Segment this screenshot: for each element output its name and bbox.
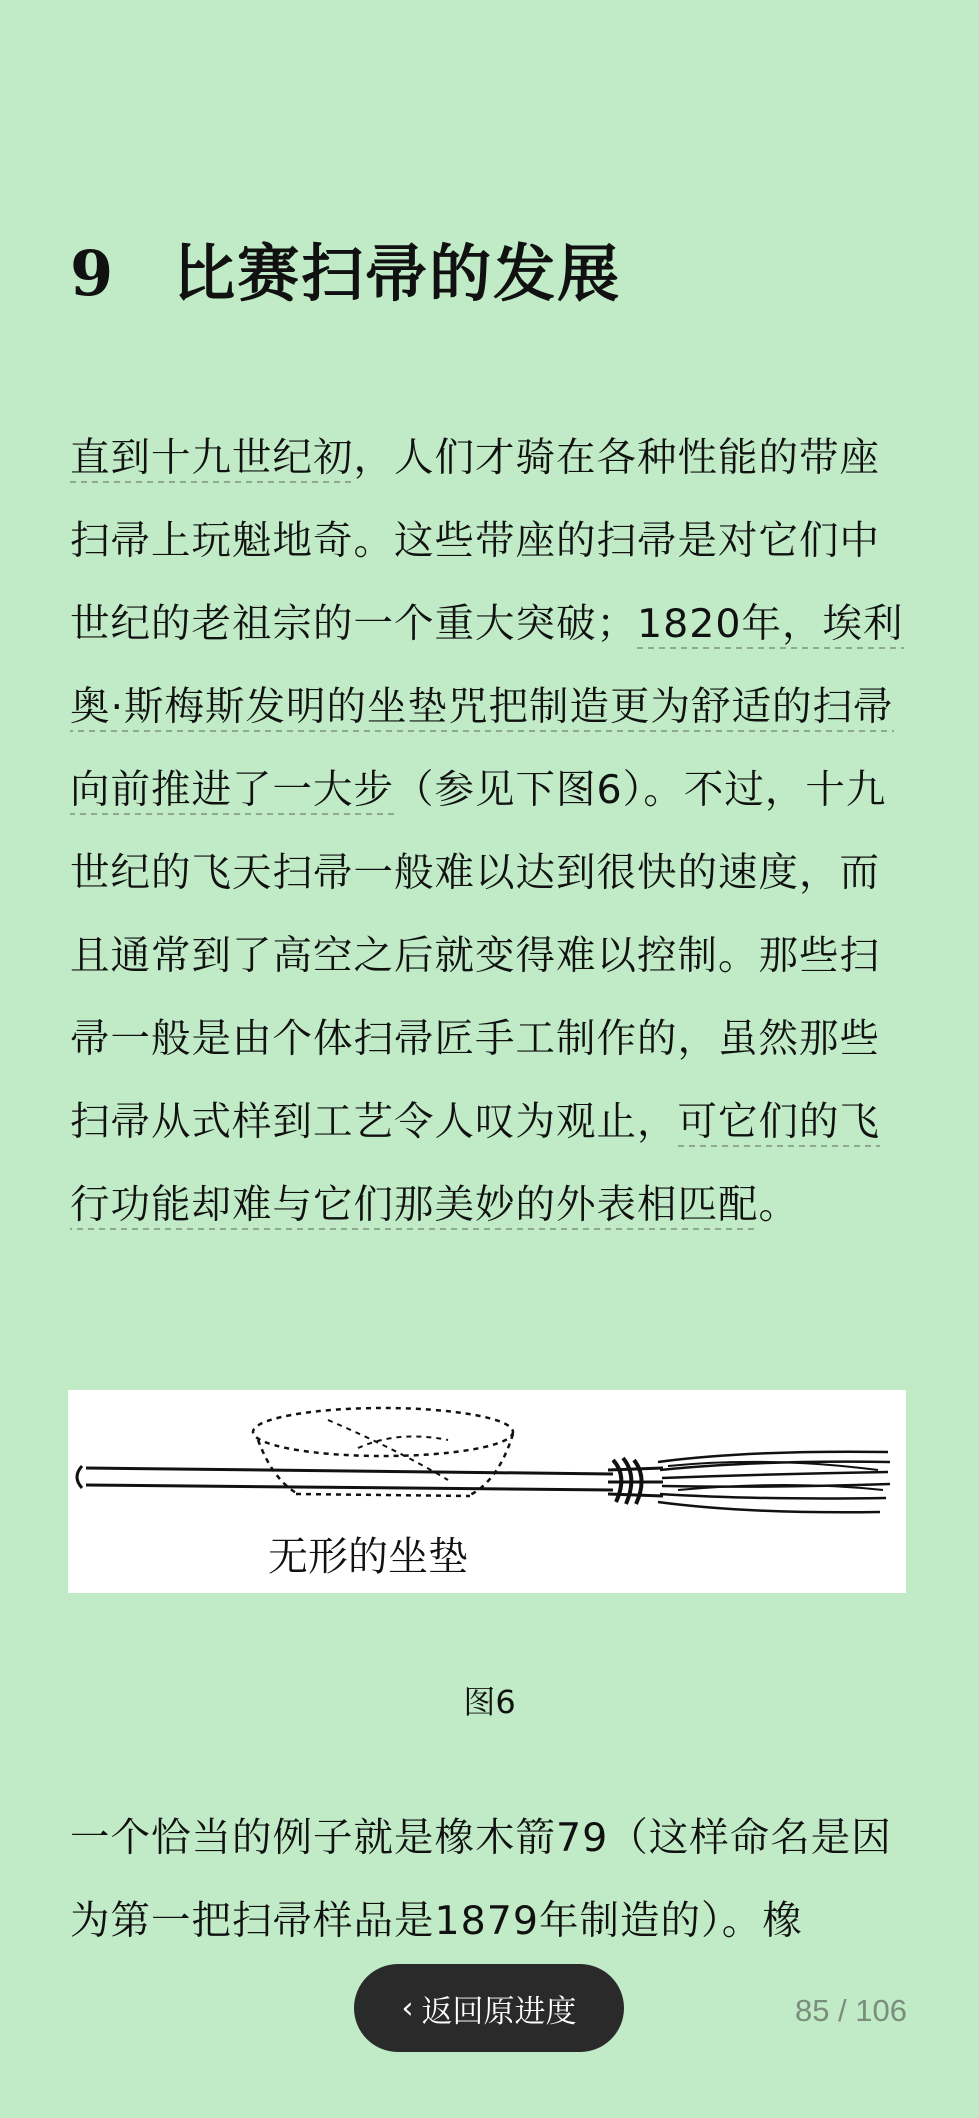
- body-paragraph: [70, 417, 906, 1247]
- chapter-title: [70, 237, 622, 310]
- figure-caption: 图6: [463, 1683, 516, 1721]
- return-to-progress-button[interactable]: [354, 1964, 624, 2052]
- return-button-label: 返回原进度: [421, 1993, 577, 2030]
- page-counter: 85 / 106: [794, 1993, 907, 2028]
- chapter-number: 9: [70, 237, 116, 310]
- highlighted-text[interactable]: 可它们的飞行功能却难与它们那美妙的外表相匹配: [70, 1099, 880, 1228]
- highlighted-text[interactable]: 1820年，埃利奥·斯梅斯发明的坐垫咒把制造更为舒适的扫帚向前推进了一大步: [70, 601, 904, 813]
- broom-illustration[interactable]: [68, 1390, 906, 1593]
- chapter-title-text: 比赛扫帚的发展: [173, 237, 622, 310]
- highlighted-text[interactable]: 直到十九世纪初: [70, 435, 354, 481]
- figure-image-label: 无形的坐垫: [268, 1534, 468, 1580]
- paragraph-text: 。: [758, 1182, 799, 1228]
- chevron-left-icon: ‹: [401, 1990, 414, 2026]
- paragraph-text: （参见下图6）。不过，十九世纪的飞天扫帚一般难以达到很快的速度，而且通常到了高空之后就变得难以控制。那些扫帚一般是由个体扫帚匠手工制作的，虽然那些扫帚从式样到工艺令人叹为观止，: [70, 767, 887, 1145]
- broom-drawing: [77, 1408, 890, 1512]
- body-paragraph-2: 一个恰当的例子就是橡木箭79（这样命名是因为第一把扫帚样品是1879年制造的）。橡: [70, 1815, 892, 1944]
- paragraph-text: ，人们才骑在各种性能的带座扫帚上玩魁地奇。这些带座的扫帚是对它们中世纪的老祖宗的一个重大突破；: [70, 435, 880, 647]
